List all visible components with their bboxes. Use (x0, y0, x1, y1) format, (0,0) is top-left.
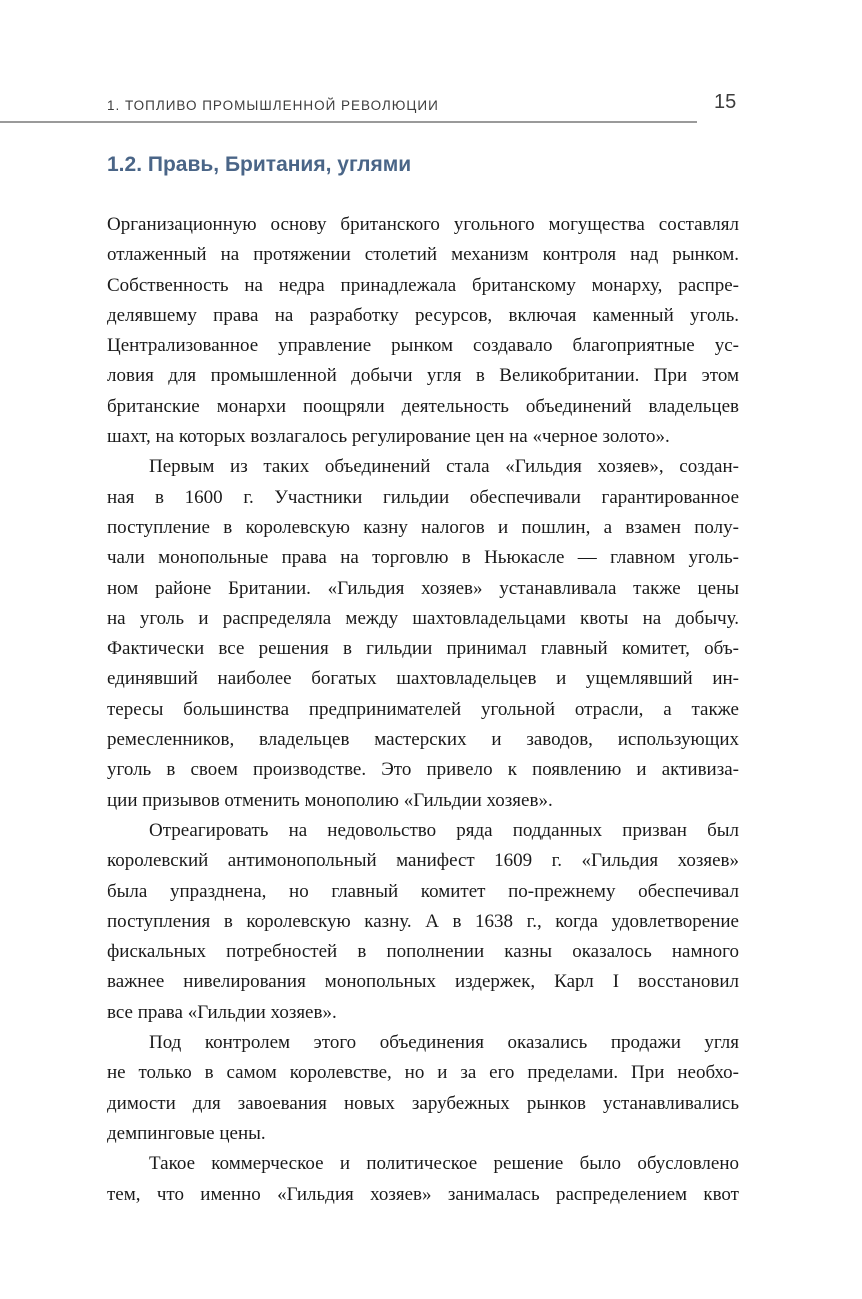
header-rule (0, 121, 697, 123)
paragraph: поступление в королевскую казну налогов и пошлин, а взамен полу- (107, 516, 739, 538)
paragraph: поступления в королевскую казну. А в 1638 г., когда удовлетворение (107, 910, 739, 932)
paragraph: важнее нивелирования монопольных издержек, Карл I восстановил (107, 971, 739, 993)
paragraph: шахт, на которых возлагалось регулирование цен на «черное золото». (107, 426, 670, 448)
paragraph: ном районе Британии. «Гильдия хозяев» устанавливала также цены (107, 577, 739, 599)
paragraph: Централизованное управление рынком создавало благоприятные ус- (107, 335, 739, 357)
paragraph: тересы большинства предпринимателей угольной отрасли, а также (107, 698, 739, 720)
paragraph: димости для завоевания новых зарубежных рынков устанавливались (107, 1092, 739, 1114)
paragraph: Такое коммерческое и политическое решение было обусловлено (149, 1153, 739, 1175)
paragraph: делявшему права на разработку ресурсов, включая каменный уголь. (107, 304, 739, 326)
paragraph: британские монархи поощряли деятельность объединений владельцев (107, 395, 739, 417)
section-title: 1.2. Правь, Британия, углями (107, 153, 412, 176)
paragraph: была упразднена, но главный комитет по-прежнему обеспечивал (107, 880, 739, 902)
paragraph: уголь в своем производстве. Это привело к появлению и активиза- (107, 759, 739, 781)
paragraph: Фактически все решения в гильдии принимал главный комитет, объ- (107, 638, 739, 660)
paragraph: фискальных потребностей в пополнении казны оказалось намного (107, 941, 739, 963)
paragraph: все права «Гильдии хозяев». (107, 1001, 337, 1023)
paragraph: Собственность на недра принадлежала британскому монарху, распре- (107, 274, 739, 296)
paragraph: тем, что именно «Гильдия хозяев» занималась распределением квот (107, 1183, 739, 1205)
paragraph: Организационную основу британского угольного могущества составлял (107, 214, 739, 235)
paragraph: чали монопольные права на торговлю в Ньюкасле — главном уголь- (107, 547, 739, 569)
paragraph: ремесленников, владельцев мастерских и заводов, использующих (107, 729, 739, 751)
paragraph: Первым из таких объединений стала «Гильдия хозяев», создан- (149, 456, 739, 478)
paragraph: ловия для промышленной добычи угля в Великобритании. При этом (107, 365, 739, 387)
body-text (107, 210, 739, 1210)
paragraph: Отреагировать на недовольство ряда подданных призван был (149, 819, 739, 841)
paragraph: на уголь и распределяла между шахтовладельцами квоты на добычу. (107, 607, 739, 629)
paragraph: единявший наиболее богатых шахтовладельцев и ущемлявший ин- (107, 668, 739, 690)
running-head-chapter: 1. ТОПЛИВО ПРОМЫШЛЕННОЙ РЕВОЛЮЦИИ (107, 98, 439, 113)
paragraph: ная в 1600 г. Участники гильдии обеспечивали гарантированное (107, 486, 739, 508)
paragraph: Под контролем этого объединения оказались продажи угля (149, 1032, 739, 1054)
paragraph: королевский антимонопольный манифест 1609 г. «Гильдия хозяев» (107, 850, 739, 872)
paragraph: демпинговые цены. (107, 1122, 266, 1144)
page-number: 15 (714, 91, 737, 113)
paragraph: отлаженный на протяжении столетий механизм контроля над рынком. (107, 244, 739, 266)
paragraph: не только в самом королевстве, но и за его пределами. При необхо- (107, 1062, 739, 1084)
paragraph: ции призывов отменить монополию «Гильдии хозяев». (107, 789, 553, 811)
